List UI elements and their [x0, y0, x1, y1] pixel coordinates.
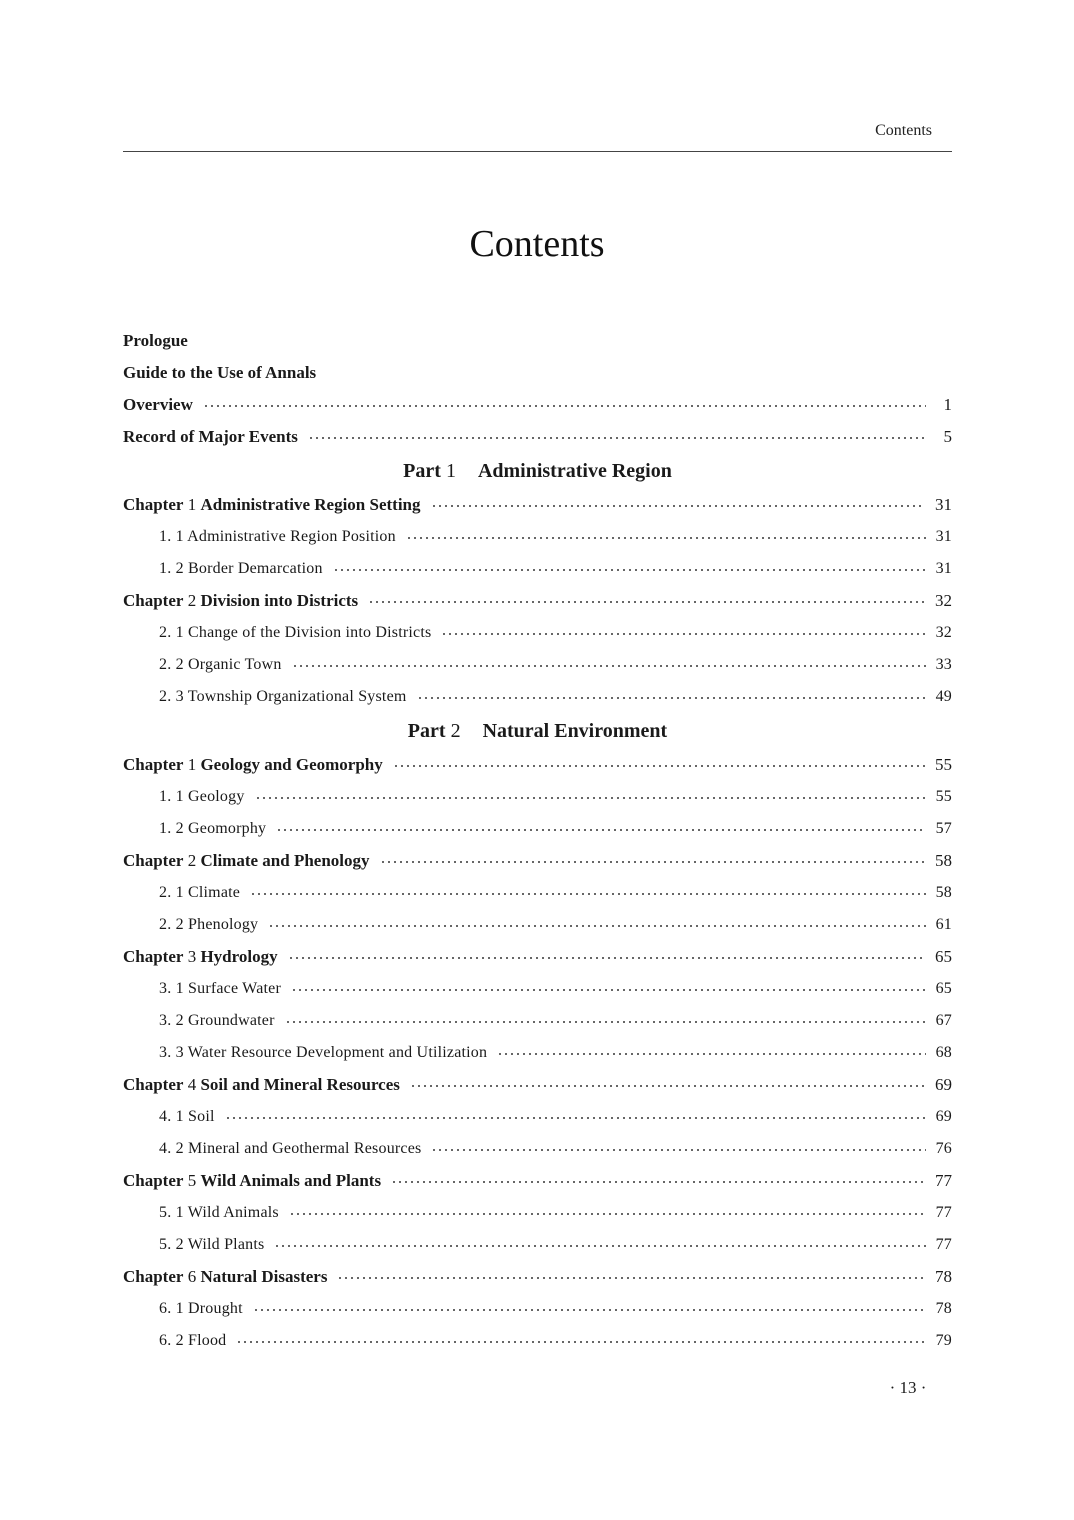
toc-page-number: 55 — [935, 755, 952, 774]
part-word: Part — [403, 460, 441, 482]
dot-leader — [268, 925, 925, 927]
toc-page-number: 77 — [935, 1171, 952, 1190]
section-number: 1. 1 — [159, 788, 184, 805]
section-heading — [159, 1133, 421, 1165]
section-title: Change of the Division into Districts — [188, 624, 432, 641]
section-heading — [159, 681, 407, 713]
part-word: Part — [407, 720, 446, 742]
toc-page-number: 79 — [935, 1332, 952, 1349]
section-title: Geomorphy — [188, 820, 267, 837]
section-heading — [159, 1101, 215, 1133]
toc-entry-label: Record of Major Events — [123, 427, 298, 446]
chapter-word: Chapter — [123, 1267, 184, 1286]
section-title: Climate — [188, 884, 241, 901]
chapter-title: Administrative Region Setting — [200, 495, 421, 514]
section-title: Wild Plants — [187, 1236, 265, 1253]
section-entry[interactable] — [123, 521, 952, 553]
part-number: 2 — [450, 720, 461, 742]
toc-entry[interactable] — [123, 357, 952, 389]
section-heading — [159, 649, 282, 681]
part-title: Natural Environment — [482, 720, 668, 742]
chapter-word: Chapter — [123, 495, 184, 514]
dot-leader — [250, 893, 926, 895]
chapter-word: Chapter — [123, 755, 184, 774]
toc-page-number: 1 — [943, 395, 952, 414]
toc-page-number: 58 — [935, 884, 952, 901]
section-number: 4. 1 — [159, 1108, 184, 1125]
chapter-heading — [123, 1069, 400, 1101]
dot-leader — [276, 829, 925, 831]
toc-page-number: 68 — [935, 1044, 952, 1061]
toc-page-number: 78 — [935, 1267, 952, 1286]
section-title: Township Organizational System — [187, 688, 407, 705]
part-number: 1 — [445, 460, 456, 482]
chapter-entry[interactable] — [123, 585, 952, 617]
section-entry[interactable] — [123, 681, 952, 713]
chapter-number: 4 — [187, 1075, 197, 1094]
toc-page-number: 76 — [935, 1140, 952, 1157]
toc-page-number: 65 — [935, 980, 952, 997]
section-number: 3. 3 — [159, 1044, 184, 1061]
chapter-entry[interactable] — [123, 1165, 952, 1197]
chapter-title: Soil and Mineral Resources — [200, 1075, 400, 1094]
chapter-number: 5 — [187, 1171, 197, 1190]
section-heading — [159, 1229, 264, 1261]
toc-page-number: 33 — [935, 656, 952, 673]
chapter-heading — [123, 1165, 381, 1197]
running-head: Contents — [875, 122, 932, 139]
section-title: Soil — [188, 1108, 215, 1125]
section-entry[interactable] — [123, 617, 952, 649]
chapter-word: Chapter — [123, 947, 184, 966]
dot-leader — [431, 1149, 925, 1151]
dot-leader — [274, 1245, 925, 1247]
dot-leader — [255, 797, 926, 799]
section-heading — [159, 521, 396, 553]
section-number: 2. 1 — [159, 884, 184, 901]
dot-leader — [292, 665, 926, 667]
toc-page-number: 31 — [935, 528, 952, 545]
toc-entry[interactable] — [123, 389, 952, 421]
section-entry[interactable] — [123, 973, 952, 1005]
section-heading — [159, 1197, 279, 1229]
section-number: 4. 2 — [159, 1140, 184, 1157]
chapter-title: Geology and Geomorphy — [200, 755, 383, 774]
dot-leader — [380, 861, 925, 863]
section-heading — [159, 1325, 226, 1357]
chapter-number: 2 — [187, 591, 197, 610]
dot-leader — [368, 601, 925, 603]
toc-page-number: 65 — [935, 947, 952, 966]
part-heading[interactable] — [123, 451, 952, 491]
chapter-entry[interactable] — [123, 749, 952, 781]
toc-page-number: 78 — [935, 1300, 952, 1317]
dot-leader — [393, 765, 925, 767]
page-title: Contents — [469, 223, 605, 265]
section-entry[interactable] — [123, 1005, 952, 1037]
chapter-heading — [123, 845, 370, 877]
section-heading — [159, 909, 258, 941]
dot-leader — [253, 1309, 926, 1311]
section-entry[interactable] — [123, 1133, 952, 1165]
chapter-entry[interactable] — [123, 941, 952, 973]
section-title: Flood — [188, 1332, 227, 1349]
dot-leader — [391, 1181, 925, 1183]
toc-page-number: 67 — [935, 1012, 952, 1029]
section-number: 2. 1 — [159, 624, 184, 641]
dot-leader — [441, 633, 925, 635]
section-title: Geology — [188, 788, 245, 805]
dot-leader — [225, 1117, 926, 1119]
dot-leader — [288, 957, 925, 959]
toc-page-number: 61 — [935, 916, 952, 933]
section-title: Wild Animals — [187, 1204, 279, 1221]
chapter-heading — [123, 585, 358, 617]
section-number: 2. 2 — [159, 916, 184, 933]
toc-page-number: 5 — [943, 427, 952, 446]
dot-leader — [236, 1341, 925, 1343]
dot-leader — [497, 1053, 925, 1055]
section-heading — [159, 1005, 275, 1037]
dot-leader — [308, 437, 926, 439]
section-entry[interactable] — [123, 909, 952, 941]
section-number: 1. 2 — [159, 560, 184, 577]
chapter-title: Wild Animals and Plants — [200, 1171, 382, 1190]
dot-leader — [203, 405, 926, 407]
chapter-title: Hydrology — [200, 947, 278, 966]
chapter-entry[interactable] — [123, 1261, 952, 1293]
toc-entry[interactable] — [123, 325, 952, 357]
section-entry[interactable] — [123, 1101, 952, 1133]
chapter-number: 2 — [187, 851, 197, 870]
section-entry[interactable] — [123, 1229, 952, 1261]
section-title: Groundwater — [188, 1012, 275, 1029]
toc-page-number: 69 — [935, 1075, 952, 1094]
chapter-entry[interactable] — [123, 489, 952, 521]
chapter-number: 1 — [187, 755, 197, 774]
chapter-heading — [123, 1261, 327, 1293]
chapter-word: Chapter — [123, 591, 184, 610]
section-title: Organic Town — [188, 656, 282, 673]
section-title: Drought — [188, 1300, 243, 1317]
section-entry[interactable] — [123, 781, 952, 813]
toc-page-number: 55 — [935, 788, 952, 805]
dot-leader — [417, 697, 926, 699]
section-title: Mineral and Geothermal Resources — [188, 1140, 422, 1157]
dot-leader — [431, 505, 926, 507]
chapter-heading — [123, 941, 278, 973]
chapter-number: 1 — [187, 495, 197, 514]
chapter-number: 3 — [187, 947, 197, 966]
section-entry[interactable] — [123, 1293, 952, 1325]
section-number: 3. 2 — [159, 1012, 184, 1029]
dot-leader — [333, 569, 926, 571]
toc-entry-label: Overview — [123, 395, 193, 414]
section-number: 3. 1 — [159, 980, 184, 997]
section-entry[interactable] — [123, 813, 952, 845]
chapter-title: Climate and Phenology — [200, 851, 370, 870]
dot-leader — [410, 1085, 925, 1087]
chapter-word: Chapter — [123, 1171, 184, 1190]
section-number: 1. 1 — [159, 528, 184, 545]
section-heading — [159, 877, 240, 909]
table-of-contents — [123, 325, 952, 1357]
section-number: 6. 2 — [159, 1332, 184, 1349]
section-title: Surface Water — [188, 980, 281, 997]
section-entry[interactable] — [123, 1037, 952, 1069]
section-title: Border Demarcation — [188, 560, 323, 577]
section-entry[interactable] — [123, 877, 952, 909]
toc-page-number: 77 — [935, 1204, 952, 1221]
toc-page-number: 49 — [935, 688, 952, 705]
toc-page-number: 77 — [935, 1236, 952, 1253]
dot-leader — [289, 1213, 926, 1215]
section-heading — [159, 1293, 243, 1325]
section-heading — [159, 617, 431, 649]
section-number: 1. 2 — [159, 820, 184, 837]
toc-page-number: 32 — [935, 624, 952, 641]
section-entry[interactable] — [123, 553, 952, 585]
toc-entry-label: Guide to the Use of Annals — [123, 363, 317, 382]
toc-page-number: 58 — [935, 851, 952, 870]
toc-entry[interactable] — [123, 421, 952, 453]
section-number: 5. 2 — [159, 1236, 184, 1253]
section-entry[interactable] — [123, 1325, 952, 1357]
chapter-entry[interactable] — [123, 1069, 952, 1101]
section-heading — [159, 781, 245, 813]
section-title: Administrative Region Position — [187, 528, 396, 545]
chapter-entry[interactable] — [123, 845, 952, 877]
toc-page-number: 31 — [935, 560, 952, 577]
toc-page-number: 69 — [935, 1108, 952, 1125]
section-number: 5. 1 — [159, 1204, 184, 1221]
chapter-title: Division into Districts — [200, 591, 359, 610]
section-number: 6. 1 — [159, 1300, 184, 1317]
chapter-number: 6 — [187, 1267, 197, 1286]
section-heading — [159, 553, 323, 585]
chapter-heading — [123, 749, 383, 781]
dot-leader — [406, 537, 926, 539]
part-heading[interactable] — [123, 711, 952, 751]
part-title: Administrative Region — [477, 460, 672, 482]
dot-leader — [337, 1277, 925, 1279]
section-heading — [159, 973, 281, 1005]
section-title: Water Resource Development and Utilization — [187, 1044, 488, 1061]
dot-leader — [285, 1021, 926, 1023]
chapter-word: Chapter — [123, 1075, 184, 1094]
toc-page-number: 32 — [935, 591, 952, 610]
section-heading — [159, 813, 266, 845]
toc-page-number: 57 — [935, 820, 952, 837]
section-number: 2. 2 — [159, 656, 184, 673]
section-title: Phenology — [188, 916, 259, 933]
chapter-title: Natural Disasters — [200, 1267, 328, 1286]
section-heading — [159, 1037, 487, 1069]
chapter-heading — [123, 489, 421, 521]
dot-leader — [291, 989, 926, 991]
chapter-word: Chapter — [123, 851, 184, 870]
section-entry[interactable] — [123, 1197, 952, 1229]
toc-page-number: 31 — [935, 495, 952, 514]
toc-entry-label: Prologue — [123, 331, 188, 350]
section-number: 2. 3 — [159, 688, 184, 705]
header-rule — [123, 151, 952, 152]
section-entry[interactable] — [123, 649, 952, 681]
page-number: · 13 · — [889, 1378, 927, 1397]
